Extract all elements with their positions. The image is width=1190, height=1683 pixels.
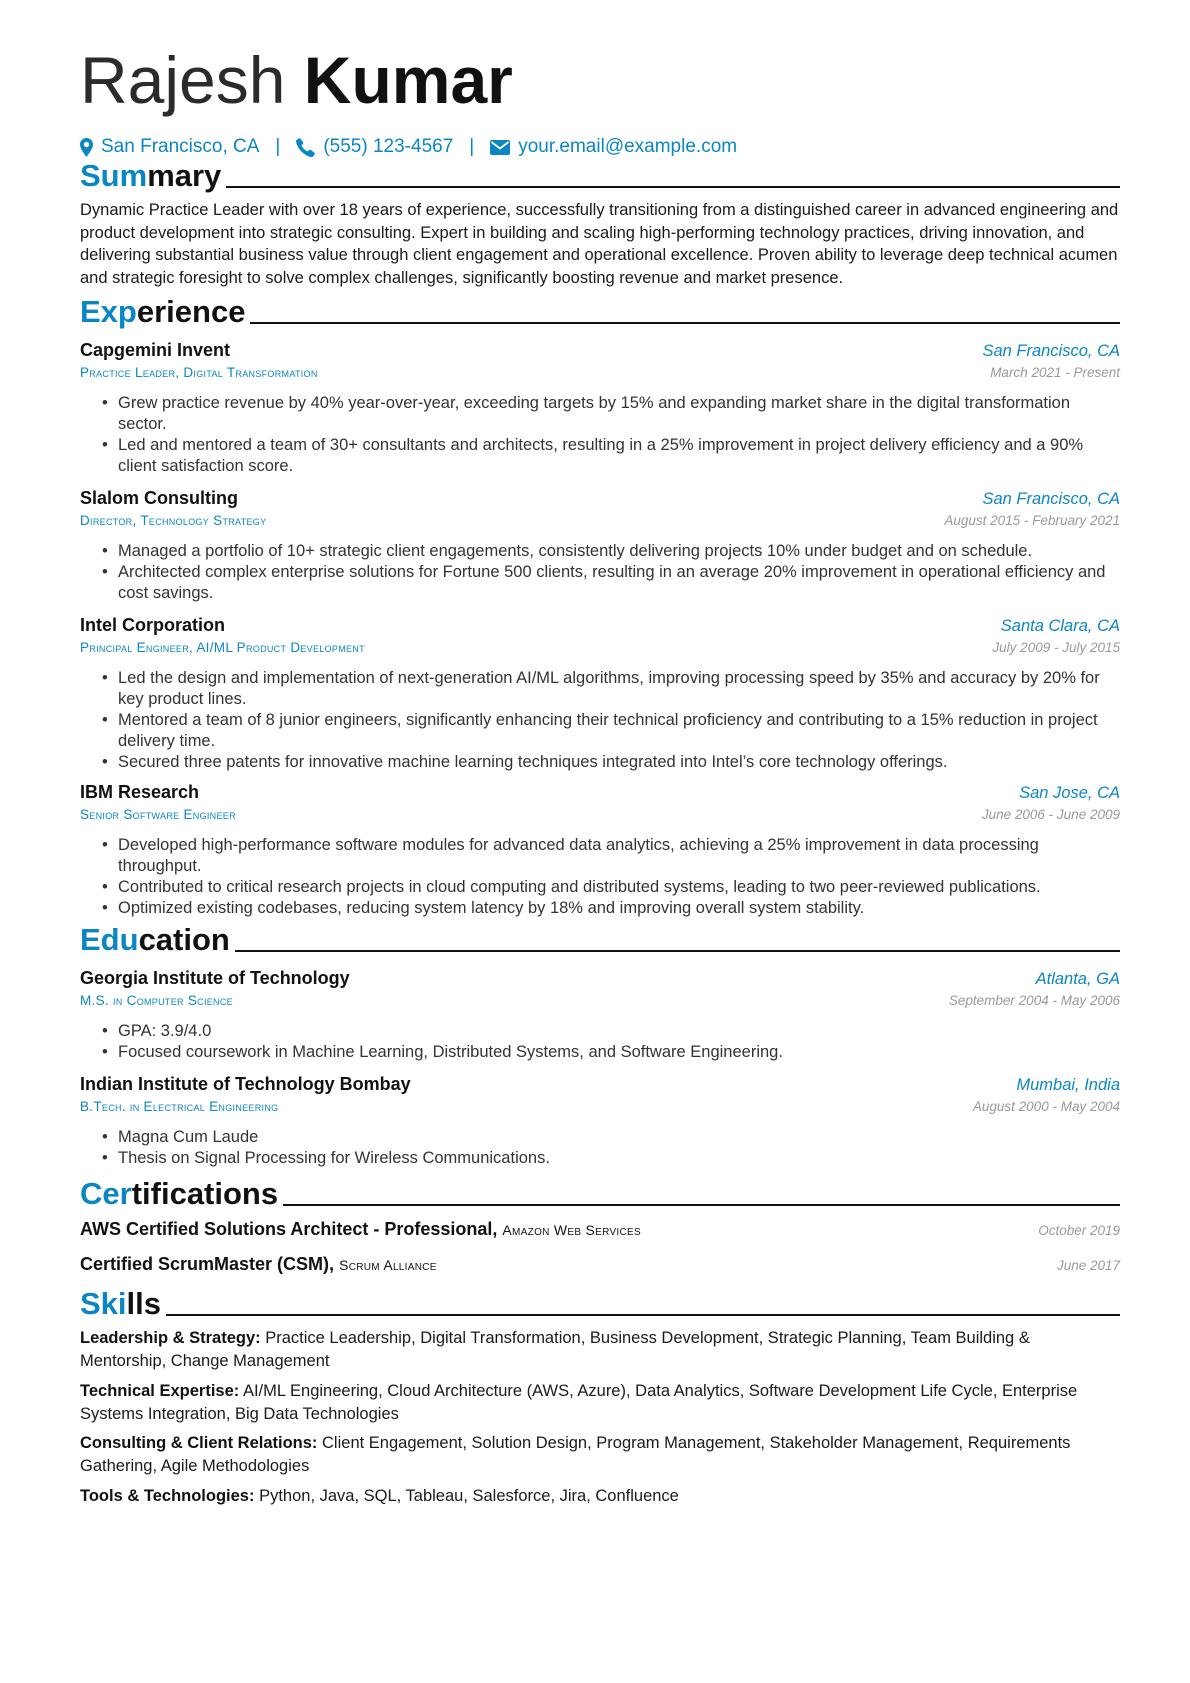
job-location: Santa Clara, CA [1000, 617, 1120, 635]
bullet-item: • Focused coursework in Machine Learning, Distributed Systems, and Software Engineering. [118, 1042, 1120, 1063]
job-bullets [80, 393, 1120, 477]
job-location: San Francisco, CA [982, 342, 1120, 360]
envelope-icon [490, 140, 510, 155]
job-entry [80, 780, 1120, 919]
skill-label: Consulting & Client Relations: [80, 1434, 318, 1452]
job-dates: August 2015 - February 2021 [944, 513, 1120, 528]
company-name: Slalom Consulting [80, 488, 239, 508]
education-bullets [80, 1127, 1120, 1169]
company-name: Intel Corporation [80, 615, 225, 635]
section-title: Skills [80, 1286, 161, 1321]
location-text: San Francisco, CA [101, 136, 260, 157]
bullet-item: • Managed a portfolio of 10+ strategic client engagements, consistently delivering projects 10% under budget and on schedule. [118, 541, 1120, 562]
bullet-item: • Thesis on Signal Processing for Wireless Communications. [118, 1148, 1120, 1169]
skill-row [80, 1485, 1120, 1508]
certifications-section-header [80, 1172, 1120, 1212]
education-entry [80, 1072, 1120, 1169]
job-role: Principal Engineer, AI/ML Product Development [80, 640, 365, 655]
school-location: Atlanta, GA [1035, 970, 1120, 988]
job-role: Senior Software Engineer [80, 807, 236, 822]
job-dates: July 2009 - July 2015 [992, 640, 1120, 655]
bullet-item: • Developed high-performance software modules for advanced data analytics, achieving a 25% improvement in data processing throughput. [118, 835, 1120, 877]
degree: B.Tech. in Electrical Engineering [80, 1099, 279, 1114]
certification-date: June 2017 [1056, 1258, 1120, 1273]
skill-values: Python, Java, SQL, Tableau, Salesforce, Jira, Confluence [259, 1487, 679, 1505]
experience-section-header [80, 290, 1120, 330]
section-rule [283, 1204, 1120, 1206]
education-section-header [80, 918, 1120, 958]
section-title: Certifications [80, 1176, 279, 1211]
job-location: San Francisco, CA [982, 490, 1120, 508]
job-dates: June 2006 - June 2009 [981, 807, 1120, 822]
section-title: Experience [80, 294, 246, 329]
skill-label: Leadership & Strategy: [80, 1329, 261, 1347]
company-name: IBM Research [80, 782, 200, 802]
company-name: Capgemini Invent [80, 340, 231, 360]
summary-section-header [80, 154, 1120, 194]
last-name: Kumar [303, 43, 513, 117]
section-rule [235, 950, 1120, 952]
bullet-item: • GPA: 3.9/4.0 [118, 1021, 1120, 1042]
skill-values: Client Engagement, Solution Design, Program Management, Stakeholder Management, Requirements Gathering, Agile Methodologies [80, 1434, 1071, 1475]
bullet-item: • Led and mentored a team of 30+ consultants and architects, resulting in a 25% improvement in project delivery efficiency and a 90% client satisfaction score. [118, 435, 1120, 477]
skill-row [80, 1327, 1120, 1372]
job-location: San Jose, CA [1019, 784, 1120, 802]
certification-name: AWS Certified Solutions Architect - Professional [80, 1219, 493, 1239]
bullet-item: • Optimized existing codebases, reducing system latency by 18% and improving overall system stability. [118, 898, 1120, 919]
degree: M.S. in Computer Science [80, 993, 233, 1008]
skill-label: Tools & Technologies: [80, 1487, 255, 1505]
bullet-item: • Secured three patents for innovative machine learning techniques integrated into Intel’s core technology offerings. [118, 752, 1120, 773]
skill-row [80, 1380, 1120, 1425]
education-bullets [80, 1021, 1120, 1063]
contact-separator: | [275, 136, 281, 157]
email-link: your.email@example.com [518, 136, 738, 157]
school-location: Mumbai, India [1016, 1076, 1120, 1094]
job-bullets [80, 835, 1120, 919]
section-title: Summary [80, 158, 222, 193]
section-rule [226, 186, 1120, 188]
bullet-item: • Magna Cum Laude [118, 1127, 1120, 1148]
summary-text: Dynamic Practice Leader with over 18 years of experience, successfully transitioning from a distinguished career in advanced engineering and product development into strategic consulting. Expert in building and scaling high-performing technology practices, driving innovation, and delivering substantial business value through client engagement and operational excellence. Proven ability to leverage deep technical acumen and strategic foresight to solve complex challenges, significantly boosting revenue and market presence. [80, 201, 1119, 287]
section-rule [166, 1314, 1120, 1316]
certification-name: Certified ScrumMaster (CSM) [80, 1254, 330, 1274]
school-name: Georgia Institute of Technology [80, 968, 350, 988]
job-role: Practice Leader, Digital Transformation [80, 365, 318, 380]
section-title: Education [80, 922, 230, 957]
certification-item: AWS Certified Solutions Architect - Professional, Amazon Web Services October 2019 [80, 1219, 1120, 1239]
section-rule [250, 322, 1120, 324]
bullet-item: • Architected complex enterprise solutions for Fortune 500 clients, resulting in an average 20% improvement in operational efficiency and cost savings. [118, 562, 1120, 604]
job-role: Director, Technology Strategy [80, 513, 267, 528]
bullet-item: • Contributed to critical research projects in cloud computing and distributed systems, leading to two peer-reviewed publications. [118, 877, 1120, 898]
candidate-name [80, 40, 513, 120]
skill-values: AI/ML Engineering, Cloud Architecture (AWS, Azure), Data Analytics, Software Development Life Cycle, Enterprise Systems Integration, Big Data Technologies [80, 1382, 1078, 1423]
contact-separator: | [469, 136, 475, 157]
job-entry [80, 338, 1120, 477]
job-entry [80, 486, 1120, 604]
skill-values: Practice Leadership, Digital Transformation, Business Development, Strategic Planning, Team Building & Mentorship, Change Management [80, 1329, 1030, 1370]
skill-label: Technical Expertise: [80, 1382, 240, 1400]
certification-issuer: Amazon Web Services [502, 1222, 641, 1238]
education-dates: September 2004 - May 2006 [948, 993, 1120, 1008]
first-name: Rajesh [80, 43, 286, 117]
bullet-item: • Led the design and implementation of next-generation AI/ML algorithms, improving processing speed by 35% and accuracy by 20% for key product lines. [118, 668, 1120, 710]
school-name: Indian Institute of Technology Bombay [80, 1074, 411, 1094]
certification-item: Certified ScrumMaster (CSM), Scrum Alliance June 2017 [80, 1254, 1120, 1274]
bullet-item: • Grew practice revenue by 40% year-over-year, exceeding targets by 15% and expanding market share in the digital transformation sector. [118, 393, 1120, 435]
job-entry [80, 613, 1120, 773]
education-dates: August 2000 - May 2004 [972, 1099, 1120, 1114]
skill-row [80, 1432, 1120, 1477]
phone-text: (555) 123-4567 [323, 136, 454, 157]
job-bullets [80, 541, 1120, 604]
education-entry [80, 966, 1120, 1063]
skills-section-header [80, 1282, 1120, 1322]
job-dates: March 2021 - Present [990, 365, 1120, 380]
certification-date: October 2019 [1038, 1223, 1120, 1238]
bullet-item: • Mentored a team of 8 junior engineers, significantly enhancing their technical proficiency and contributing to a 15% reduction in project delivery time. [118, 710, 1120, 752]
certification-issuer: Scrum Alliance [339, 1257, 437, 1273]
job-bullets [80, 668, 1120, 773]
